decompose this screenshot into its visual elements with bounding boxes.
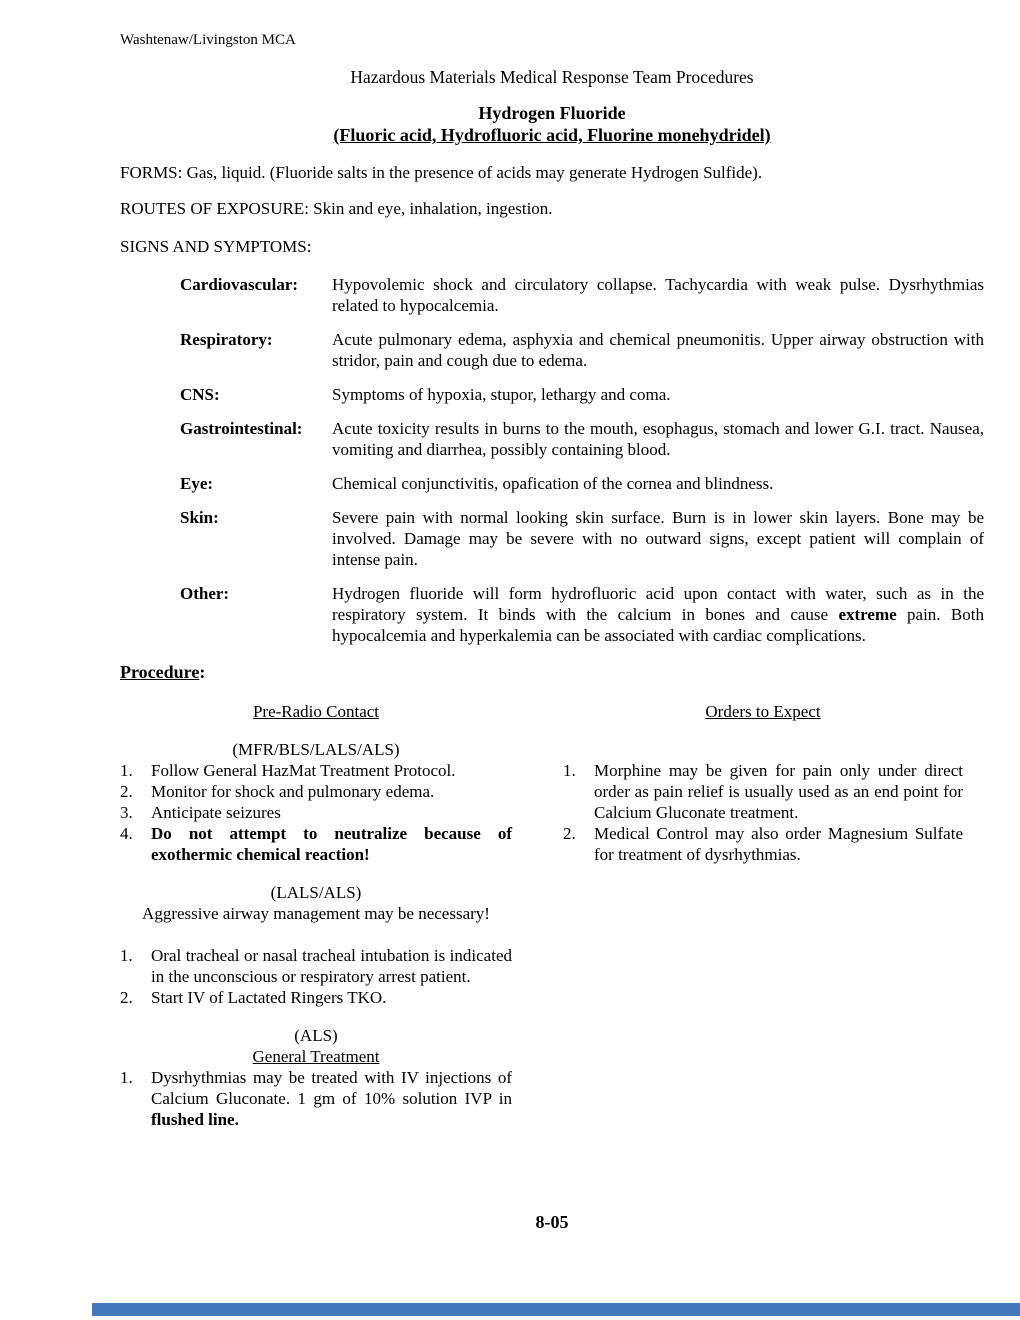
sign-label: Other:	[180, 584, 230, 603]
sign-label: Eye:	[180, 474, 214, 493]
group-title-mfr-bls-lals-als: (MFR/BLS/LALS/ALS)	[232, 740, 400, 759]
sign-text: Hypovolemic shock and circulatory collapse. Tachycardia with weak pulse. Dysrhythmias related to hypocalcemia.	[332, 275, 984, 315]
chemical-synonyms: (Fluoric acid, Hydrofluoric acid, Fluorine monehydridel)	[333, 125, 771, 145]
spacer	[563, 739, 963, 760]
page-number: 8-05	[535, 1212, 569, 1232]
airway-management-note: Aggressive airway management may be necessary!	[142, 904, 490, 923]
sign-label: Cardiovascular:	[180, 275, 299, 294]
list-item: 1. Oral tracheal or nasal tracheal intubation is indicated in the unconscious or respiratory arrest patient.	[120, 946, 512, 986]
sign-row-other	[180, 583, 984, 646]
group-title-lals-als: (LALS/ALS)	[270, 883, 362, 902]
sign-text: Chemical conjunctivitis, opafication of the cornea and blindness.	[332, 474, 774, 493]
orders-to-expect-column	[563, 701, 963, 1130]
chemical-name: Hydrogen Fluoride	[478, 103, 626, 123]
spacer	[120, 924, 512, 945]
sign-text: Symptoms of hypoxia, stupor, lethargy and coma.	[332, 385, 671, 404]
procedure-columns	[120, 701, 984, 1130]
list-item: 1. Morphine may be given for pain only under direct order as pain relief is usually used as an end point for Calcium Gluconate treatment.	[563, 761, 963, 822]
signs-and-symptoms-block	[180, 274, 984, 646]
chemical-heading	[120, 102, 984, 146]
sign-row-skin	[180, 507, 984, 570]
right-column-header: Orders to Expect	[705, 702, 821, 721]
procedure-heading: Procedure:	[120, 662, 206, 682]
sign-text: Acute pulmonary edema, asphyxia and chemical pneumonitis. Upper airway obstruction with stridor, pain and cough due to edema.	[332, 330, 984, 370]
sign-text: Severe pain with normal looking skin surface. Burn is in lower skin layers. Bone may be involved. Damage may be severe with no outward signs, except patient will complain of intense pain.	[332, 508, 984, 569]
list-item: 4. Do not attempt to neutralize because of exothermic chemical reaction!	[120, 824, 512, 864]
sign-label: Respiratory:	[180, 330, 273, 349]
sign-row-gastrointestinal	[180, 418, 984, 460]
sign-text: Hydrogen fluoride will form hydrofluoric acid upon contact with water, such as in the respiratory system. It binds with the calcium in bones and cause extreme pain. Both hypocalcemia and hyperkalemia can be associated with cardiac complications.	[332, 584, 984, 645]
sign-label: CNS:	[180, 385, 220, 404]
sign-row-cns	[180, 384, 984, 405]
sign-text: Acute toxicity results in burns to the mouth, esophagus, stomach and lower G.I. tract. Nausea, vomiting and diarrhea, possibly containing blood.	[332, 419, 984, 459]
general-treatment-subtitle: General Treatment	[252, 1047, 380, 1066]
group-title-als: (ALS)	[294, 1026, 338, 1045]
list-item: 3. Anticipate seizures	[120, 803, 281, 822]
sign-label: Skin:	[180, 508, 219, 527]
list-item: 1. Dysrhythmias may be treated with IV injections of Calcium Gluconate. 1 gm of 10% solution IVP in flushed line.	[120, 1068, 512, 1129]
pre-radio-contact-column	[120, 701, 512, 1130]
list-item: 2. Monitor for shock and pulmonary edema.	[120, 782, 435, 801]
list-item: 1. Follow General HazMat Treatment Protocol.	[120, 761, 456, 780]
document-title: Hazardous Materials Medical Response Team Procedures	[350, 67, 754, 87]
sign-row-respiratory	[180, 329, 984, 371]
list-item: 2. Medical Control may also order Magnesium Sulfate for treatment of dysrhythmias.	[563, 824, 963, 864]
routes-line: ROUTES OF EXPOSURE: Skin and eye, inhalation, ingestion.	[120, 199, 553, 218]
sign-row-cardiovascular	[180, 274, 984, 316]
forms-line: FORMS: Gas, liquid. (Fluoride salts in the presence of acids may generate Hydrogen Sulfide).	[120, 163, 763, 182]
sign-label: Gastrointestinal:	[180, 419, 303, 438]
left-column-header: Pre-Radio Contact	[252, 702, 380, 721]
signs-heading: SIGNS AND SYMPTOMS:	[120, 237, 312, 256]
list-item: 2. Start IV of Lactated Ringers TKO.	[120, 988, 387, 1007]
bottom-accent-bar	[92, 1303, 1020, 1316]
org-name: Washtenaw/Livingston MCA	[120, 32, 296, 48]
sign-row-eye	[180, 473, 984, 494]
